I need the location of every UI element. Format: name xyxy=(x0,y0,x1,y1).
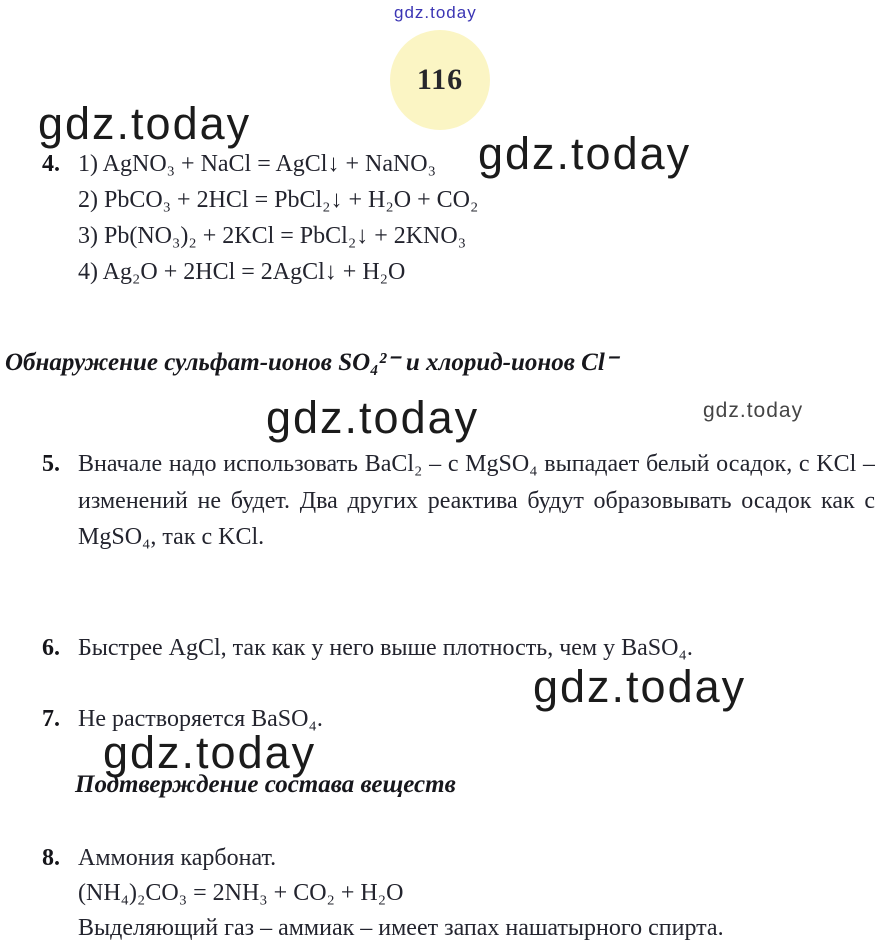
problem-6-text: Быстрее AgCl, так как у него выше плотность, чем у BaSO₄. xyxy=(78,635,693,661)
problem-6-number: 6. xyxy=(42,635,60,661)
problem-4 xyxy=(42,146,862,290)
problem-5-number: 5. xyxy=(42,451,60,477)
problem-8-number: 8. xyxy=(42,845,60,871)
chemical-equation: (NH₄)₂CO₃ = 2NH₃ + CO₂ + H₂O xyxy=(78,880,404,906)
section-heading-composition: Подтверждение состава веществ xyxy=(75,771,456,798)
problem-4-body xyxy=(78,146,862,290)
problem-6 xyxy=(42,630,862,666)
problem-8 xyxy=(42,841,862,946)
chemical-equation: 4) Ag₂O + 2HCl = 2AgCl↓ + H₂O xyxy=(78,259,406,285)
problem-4-number: 4. xyxy=(42,151,60,177)
problem-7 xyxy=(42,701,862,737)
problem-5 xyxy=(42,446,875,556)
site-watermark-top: gdz.today xyxy=(394,3,477,22)
site-watermark-upper-left: gdz.today xyxy=(38,98,252,149)
problem-5-text: Вначале надо использовать BaCl₂ – с MgSO₄ выпадает белый осадок, с KCl – изменений не будет. Два других реактива будут образовывать осадок как с MgSO₄, так с KCl. xyxy=(78,451,875,550)
problem-8-line1: Аммония карбонат. xyxy=(78,845,277,871)
site-watermark-center: gdz.today xyxy=(266,392,480,443)
problem-8-body xyxy=(78,841,862,946)
site-watermark-mid-right: gdz.today xyxy=(533,661,747,712)
chemical-equation: 1) AgNO₃ + NaCl = AgCl↓ + NaNO₃ xyxy=(78,151,436,177)
site-watermark-lower-left: gdz.today xyxy=(103,727,317,778)
site-watermark-small-right: gdz.today xyxy=(703,399,804,422)
page-number: 116 xyxy=(416,63,464,96)
section-heading-sulfate-chloride: Обнаружение сульфат-ионов SO₄²⁻ и хлорид-ионов Cl⁻ xyxy=(5,349,618,376)
chemical-equation: 2) PbCO₃ + 2HCl = PbCl₂↓ + H₂O + CO₂ xyxy=(78,187,479,213)
page-number-badge xyxy=(390,30,490,130)
problem-7-text: Не растворяется BaSO₄. xyxy=(78,706,323,732)
problem-8-line2: Выделяющий газ – аммиак – имеет запах нашатырного спирта. xyxy=(78,915,724,941)
problem-7-number: 7. xyxy=(42,706,60,732)
site-watermark-upper-right: gdz.today xyxy=(478,128,692,179)
chemical-equation: 3) Pb(NO₃)₂ + 2KCl = PbCl₂↓ + 2KNO₃ xyxy=(78,223,467,249)
